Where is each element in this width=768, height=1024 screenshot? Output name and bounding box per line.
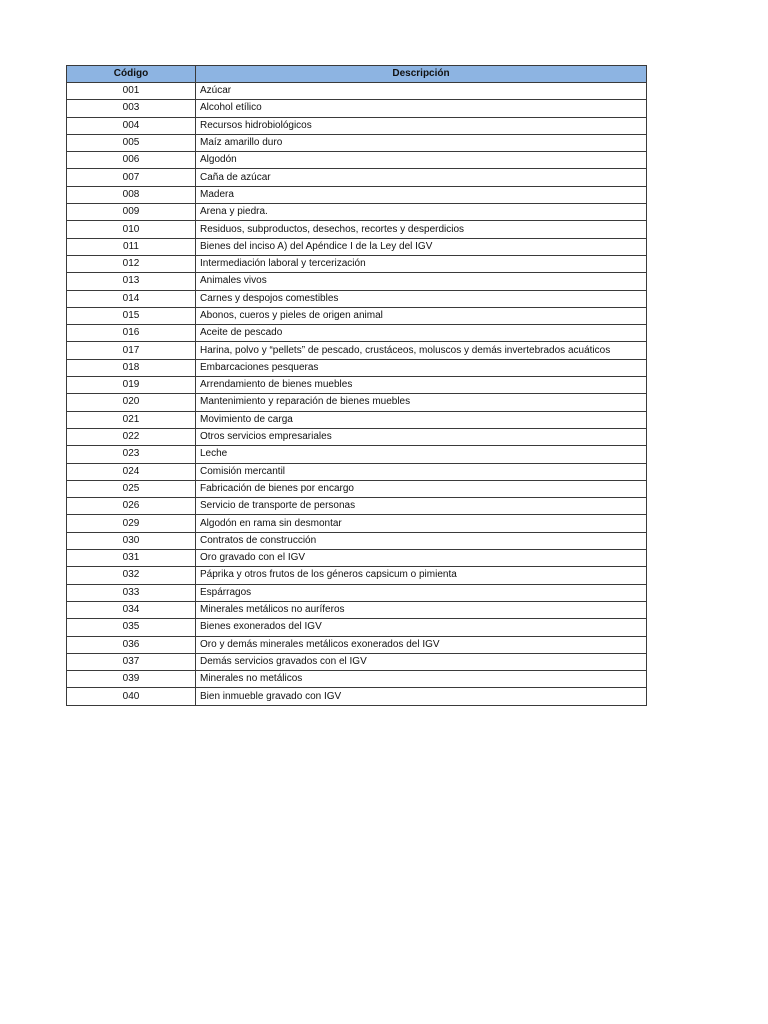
row-code: 022	[67, 428, 196, 445]
row-code: 010	[67, 221, 196, 238]
row-code: 018	[67, 359, 196, 376]
row-description: Abonos, cueros y pieles de origen animal	[196, 307, 647, 324]
row-description: Fabricación de bienes por encargo	[196, 480, 647, 497]
row-description: Oro gravado con el IGV	[196, 550, 647, 567]
table-row	[67, 411, 647, 428]
row-code: 036	[67, 636, 196, 653]
table-row	[67, 342, 647, 359]
row-code: 023	[67, 446, 196, 463]
row-description: Arena y piedra.	[196, 204, 647, 221]
table-row	[67, 204, 647, 221]
row-description: Bienes del inciso A) del Apéndice I de la Ley del IGV	[196, 238, 647, 255]
row-description: Arrendamiento de bienes muebles	[196, 377, 647, 394]
row-code: 004	[67, 117, 196, 134]
row-code: 037	[67, 653, 196, 670]
header-codigo: Código	[67, 66, 196, 83]
table-body	[67, 83, 647, 706]
table-row	[67, 325, 647, 342]
row-description: Recursos hidrobiológicos	[196, 117, 647, 134]
row-description: Intermediación laboral y tercerización	[196, 255, 647, 272]
table-row	[67, 359, 647, 376]
table-row	[67, 515, 647, 532]
table-row	[67, 601, 647, 618]
header-row	[67, 66, 647, 83]
row-description: Carnes y despojos comestibles	[196, 290, 647, 307]
row-code: 013	[67, 273, 196, 290]
row-code: 024	[67, 463, 196, 480]
table-row	[67, 550, 647, 567]
table-row	[67, 186, 647, 203]
table-row	[67, 498, 647, 515]
table-row	[67, 100, 647, 117]
table-row	[67, 446, 647, 463]
row-code: 035	[67, 619, 196, 636]
row-code: 030	[67, 532, 196, 549]
header-descripcion: Descripción	[196, 66, 647, 83]
table-row	[67, 567, 647, 584]
row-code: 015	[67, 307, 196, 324]
row-description: Otros servicios empresariales	[196, 428, 647, 445]
table-row	[67, 394, 647, 411]
table-row	[67, 169, 647, 186]
table-row	[67, 238, 647, 255]
row-code: 016	[67, 325, 196, 342]
row-description: Leche	[196, 446, 647, 463]
row-description: Bien inmueble gravado con IGV	[196, 688, 647, 705]
row-description: Animales vivos	[196, 273, 647, 290]
row-description: Harina, polvo y “pellets” de pescado, crustáceos, moluscos y demás invertebrados acuáticos	[196, 342, 647, 359]
table-row	[67, 428, 647, 445]
row-description: Alcohol etílico	[196, 100, 647, 117]
row-code: 017	[67, 342, 196, 359]
row-code: 031	[67, 550, 196, 567]
table-row	[67, 134, 647, 151]
row-description: Minerales metálicos no auríferos	[196, 601, 647, 618]
table-row	[67, 152, 647, 169]
row-description: Residuos, subproductos, desechos, recortes y desperdicios	[196, 221, 647, 238]
row-description: Maíz amarillo duro	[196, 134, 647, 151]
row-description: Madera	[196, 186, 647, 203]
table-row	[67, 653, 647, 670]
row-description: Bienes exonerados del IGV	[196, 619, 647, 636]
row-code: 039	[67, 671, 196, 688]
spreadsheet-page	[66, 65, 646, 706]
table-row	[67, 255, 647, 272]
row-code: 006	[67, 152, 196, 169]
table-row	[67, 290, 647, 307]
row-description: Caña de azúcar	[196, 169, 647, 186]
row-code: 033	[67, 584, 196, 601]
row-description: Mantenimiento y reparación de bienes muebles	[196, 394, 647, 411]
row-code: 008	[67, 186, 196, 203]
row-description: Movimiento de carga	[196, 411, 647, 428]
row-code: 007	[67, 169, 196, 186]
table-row	[67, 636, 647, 653]
row-code: 012	[67, 255, 196, 272]
row-description: Servicio de transporte de personas	[196, 498, 647, 515]
row-code: 025	[67, 480, 196, 497]
row-description: Espárragos	[196, 584, 647, 601]
row-description: Azúcar	[196, 83, 647, 100]
row-description: Algodón	[196, 152, 647, 169]
table-row	[67, 532, 647, 549]
table-row	[67, 584, 647, 601]
row-code: 011	[67, 238, 196, 255]
table-row	[67, 221, 647, 238]
row-code: 020	[67, 394, 196, 411]
row-code: 019	[67, 377, 196, 394]
row-description: Comisión mercantil	[196, 463, 647, 480]
table-row	[67, 619, 647, 636]
table-row	[67, 688, 647, 705]
row-code: 001	[67, 83, 196, 100]
row-code: 009	[67, 204, 196, 221]
row-description: Páprika y otros frutos de los géneros capsicum o pimienta	[196, 567, 647, 584]
row-code: 026	[67, 498, 196, 515]
row-code: 003	[67, 100, 196, 117]
row-code: 005	[67, 134, 196, 151]
row-code: 014	[67, 290, 196, 307]
row-code: 034	[67, 601, 196, 618]
row-description: Oro y demás minerales metálicos exonerados del IGV	[196, 636, 647, 653]
row-description: Embarcaciones pesqueras	[196, 359, 647, 376]
table-row	[67, 671, 647, 688]
row-code: 032	[67, 567, 196, 584]
row-code: 029	[67, 515, 196, 532]
row-description: Aceite de pescado	[196, 325, 647, 342]
row-description: Algodón en rama sin desmontar	[196, 515, 647, 532]
row-description: Minerales no metálicos	[196, 671, 647, 688]
table-row	[67, 480, 647, 497]
table-row	[67, 273, 647, 290]
codes-table	[66, 65, 647, 706]
row-code: 040	[67, 688, 196, 705]
table-row	[67, 117, 647, 134]
table-row	[67, 377, 647, 394]
row-description: Demás servicios gravados con el IGV	[196, 653, 647, 670]
table-row	[67, 307, 647, 324]
row-code: 021	[67, 411, 196, 428]
table-row	[67, 463, 647, 480]
row-description: Contratos de construcción	[196, 532, 647, 549]
table-row	[67, 83, 647, 100]
